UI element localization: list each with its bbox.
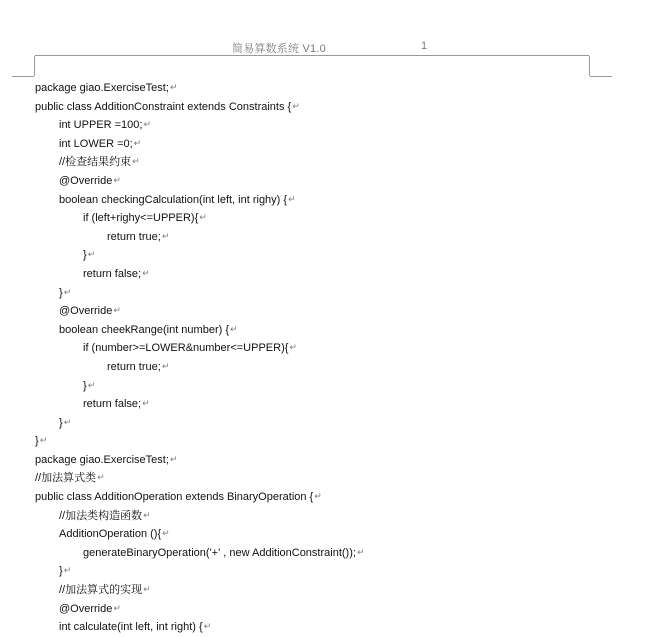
code-line bbox=[35, 431, 635, 450]
code-line bbox=[35, 264, 635, 283]
code-line bbox=[35, 97, 635, 116]
paragraph-mark-icon: ↵ bbox=[289, 342, 297, 353]
code-line bbox=[35, 283, 635, 302]
paragraph-mark-icon: ↵ bbox=[292, 100, 300, 111]
paragraph-mark-icon: ↵ bbox=[113, 174, 121, 185]
code-text: int calculate(int left, int right) { bbox=[59, 621, 203, 634]
page-header bbox=[0, 0, 655, 80]
paragraph-mark-icon: ↵ bbox=[63, 565, 72, 576]
paragraph-mark-icon: ↵ bbox=[314, 491, 322, 502]
code-text: return false; bbox=[83, 267, 142, 280]
left-margin-mark-horizontal bbox=[12, 76, 34, 77]
code-text: } bbox=[59, 286, 63, 299]
paragraph-mark-icon: ↵ bbox=[161, 360, 170, 371]
paragraph-mark-icon: ↵ bbox=[113, 305, 121, 316]
code-text: int UPPER =100; bbox=[59, 119, 143, 132]
code-text: } bbox=[83, 249, 87, 262]
code-text: //加法算式类 bbox=[35, 472, 97, 485]
page-number: 1 bbox=[421, 40, 428, 52]
code-text: @Override bbox=[59, 602, 113, 615]
code-text: AdditionOperation (){ bbox=[59, 528, 162, 541]
code-line bbox=[35, 301, 635, 320]
paragraph-mark-icon: ↵ bbox=[288, 193, 296, 204]
code-line bbox=[35, 171, 635, 190]
paragraph-mark-icon: ↵ bbox=[169, 453, 178, 464]
paragraph-mark-icon: ↵ bbox=[230, 323, 238, 334]
code-line bbox=[35, 487, 635, 506]
code-line bbox=[35, 376, 635, 395]
code-line bbox=[35, 134, 635, 153]
paragraph-mark-icon: ↵ bbox=[142, 267, 150, 278]
code-text: package giao.ExerciseTest; bbox=[35, 82, 169, 94]
code-line bbox=[35, 208, 635, 227]
paragraph-mark-icon: ↵ bbox=[87, 379, 96, 390]
paragraph-mark-icon: ↵ bbox=[132, 156, 140, 167]
code-line bbox=[35, 338, 635, 357]
code-line bbox=[35, 357, 635, 376]
code-line bbox=[35, 190, 635, 209]
code-text: //检查结果约束 bbox=[59, 156, 132, 169]
code-line bbox=[35, 227, 635, 246]
code-line bbox=[35, 468, 635, 487]
left-margin-mark bbox=[34, 56, 35, 76]
paragraph-mark-icon: ↵ bbox=[199, 212, 207, 223]
paragraph-mark-icon: ↵ bbox=[203, 621, 212, 632]
code-line bbox=[35, 320, 635, 339]
code-text: //加法算式的实现 bbox=[59, 584, 143, 597]
document-body[interactable] bbox=[35, 78, 635, 636]
paragraph-mark-icon: ↵ bbox=[97, 472, 105, 483]
code-line bbox=[35, 450, 635, 469]
paragraph-mark-icon: ↵ bbox=[143, 509, 151, 520]
code-line bbox=[35, 617, 635, 636]
code-text: return true; bbox=[107, 230, 161, 243]
code-text: } bbox=[59, 416, 63, 429]
code-text: package giao.ExerciseTest; bbox=[35, 453, 169, 466]
code-text: } bbox=[35, 435, 39, 448]
paragraph-mark-icon: ↵ bbox=[356, 546, 365, 557]
code-text: boolean cheekRange(int number) { bbox=[59, 323, 230, 336]
paragraph-mark-icon: ↵ bbox=[142, 398, 150, 409]
code-line bbox=[35, 599, 635, 618]
code-text: } bbox=[59, 565, 63, 578]
code-text: int LOWER =0; bbox=[59, 137, 133, 150]
code-line bbox=[35, 506, 635, 525]
code-text: if (number>=LOWER&number<=UPPER){ bbox=[83, 342, 289, 355]
code-text: if (left+righy<=UPPER){ bbox=[83, 212, 199, 225]
code-text: public class AdditionConstraint extends Constraints { bbox=[35, 100, 292, 113]
code-text: generateBinaryOperation('+' , new AdditionConstraint()); bbox=[83, 546, 356, 559]
code-text: return false; bbox=[83, 398, 142, 411]
code-line bbox=[35, 413, 635, 432]
paragraph-mark-icon: ↵ bbox=[63, 416, 72, 427]
paragraph-mark-icon: ↵ bbox=[133, 137, 142, 148]
code-text: return true; bbox=[107, 360, 161, 373]
code-line bbox=[35, 561, 635, 580]
code-text: } bbox=[83, 379, 87, 392]
paragraph-mark-icon: ↵ bbox=[113, 602, 121, 613]
paragraph-mark-icon: ↵ bbox=[161, 230, 170, 241]
paragraph-mark-icon: ↵ bbox=[63, 286, 72, 297]
code-line bbox=[35, 78, 635, 97]
code-text: boolean checkingCalculation(int left, int righy) { bbox=[59, 193, 288, 206]
code-text: //加法类构造函数 bbox=[59, 509, 143, 522]
document-title: 简易算数系统 V1.0 bbox=[232, 43, 326, 55]
code-line bbox=[35, 115, 635, 134]
code-line bbox=[35, 524, 635, 543]
code-text: @Override bbox=[59, 305, 113, 318]
code-text: @Override bbox=[59, 174, 113, 187]
right-margin-mark-horizontal bbox=[590, 76, 612, 77]
code-line bbox=[35, 580, 635, 599]
paragraph-mark-icon: ↵ bbox=[162, 528, 170, 539]
code-line bbox=[35, 152, 635, 171]
code-line bbox=[35, 543, 635, 562]
header-divider bbox=[35, 55, 589, 56]
paragraph-mark-icon: ↵ bbox=[143, 584, 151, 595]
code-line bbox=[35, 394, 635, 413]
paragraph-mark-icon: ↵ bbox=[169, 82, 178, 92]
right-margin-mark bbox=[589, 56, 590, 76]
code-text: public class AdditionOperation extends BinaryOperation { bbox=[35, 491, 314, 504]
paragraph-mark-icon: ↵ bbox=[87, 249, 96, 260]
paragraph-mark-icon: ↵ bbox=[39, 435, 48, 446]
code-line bbox=[35, 245, 635, 264]
paragraph-mark-icon: ↵ bbox=[143, 119, 152, 130]
